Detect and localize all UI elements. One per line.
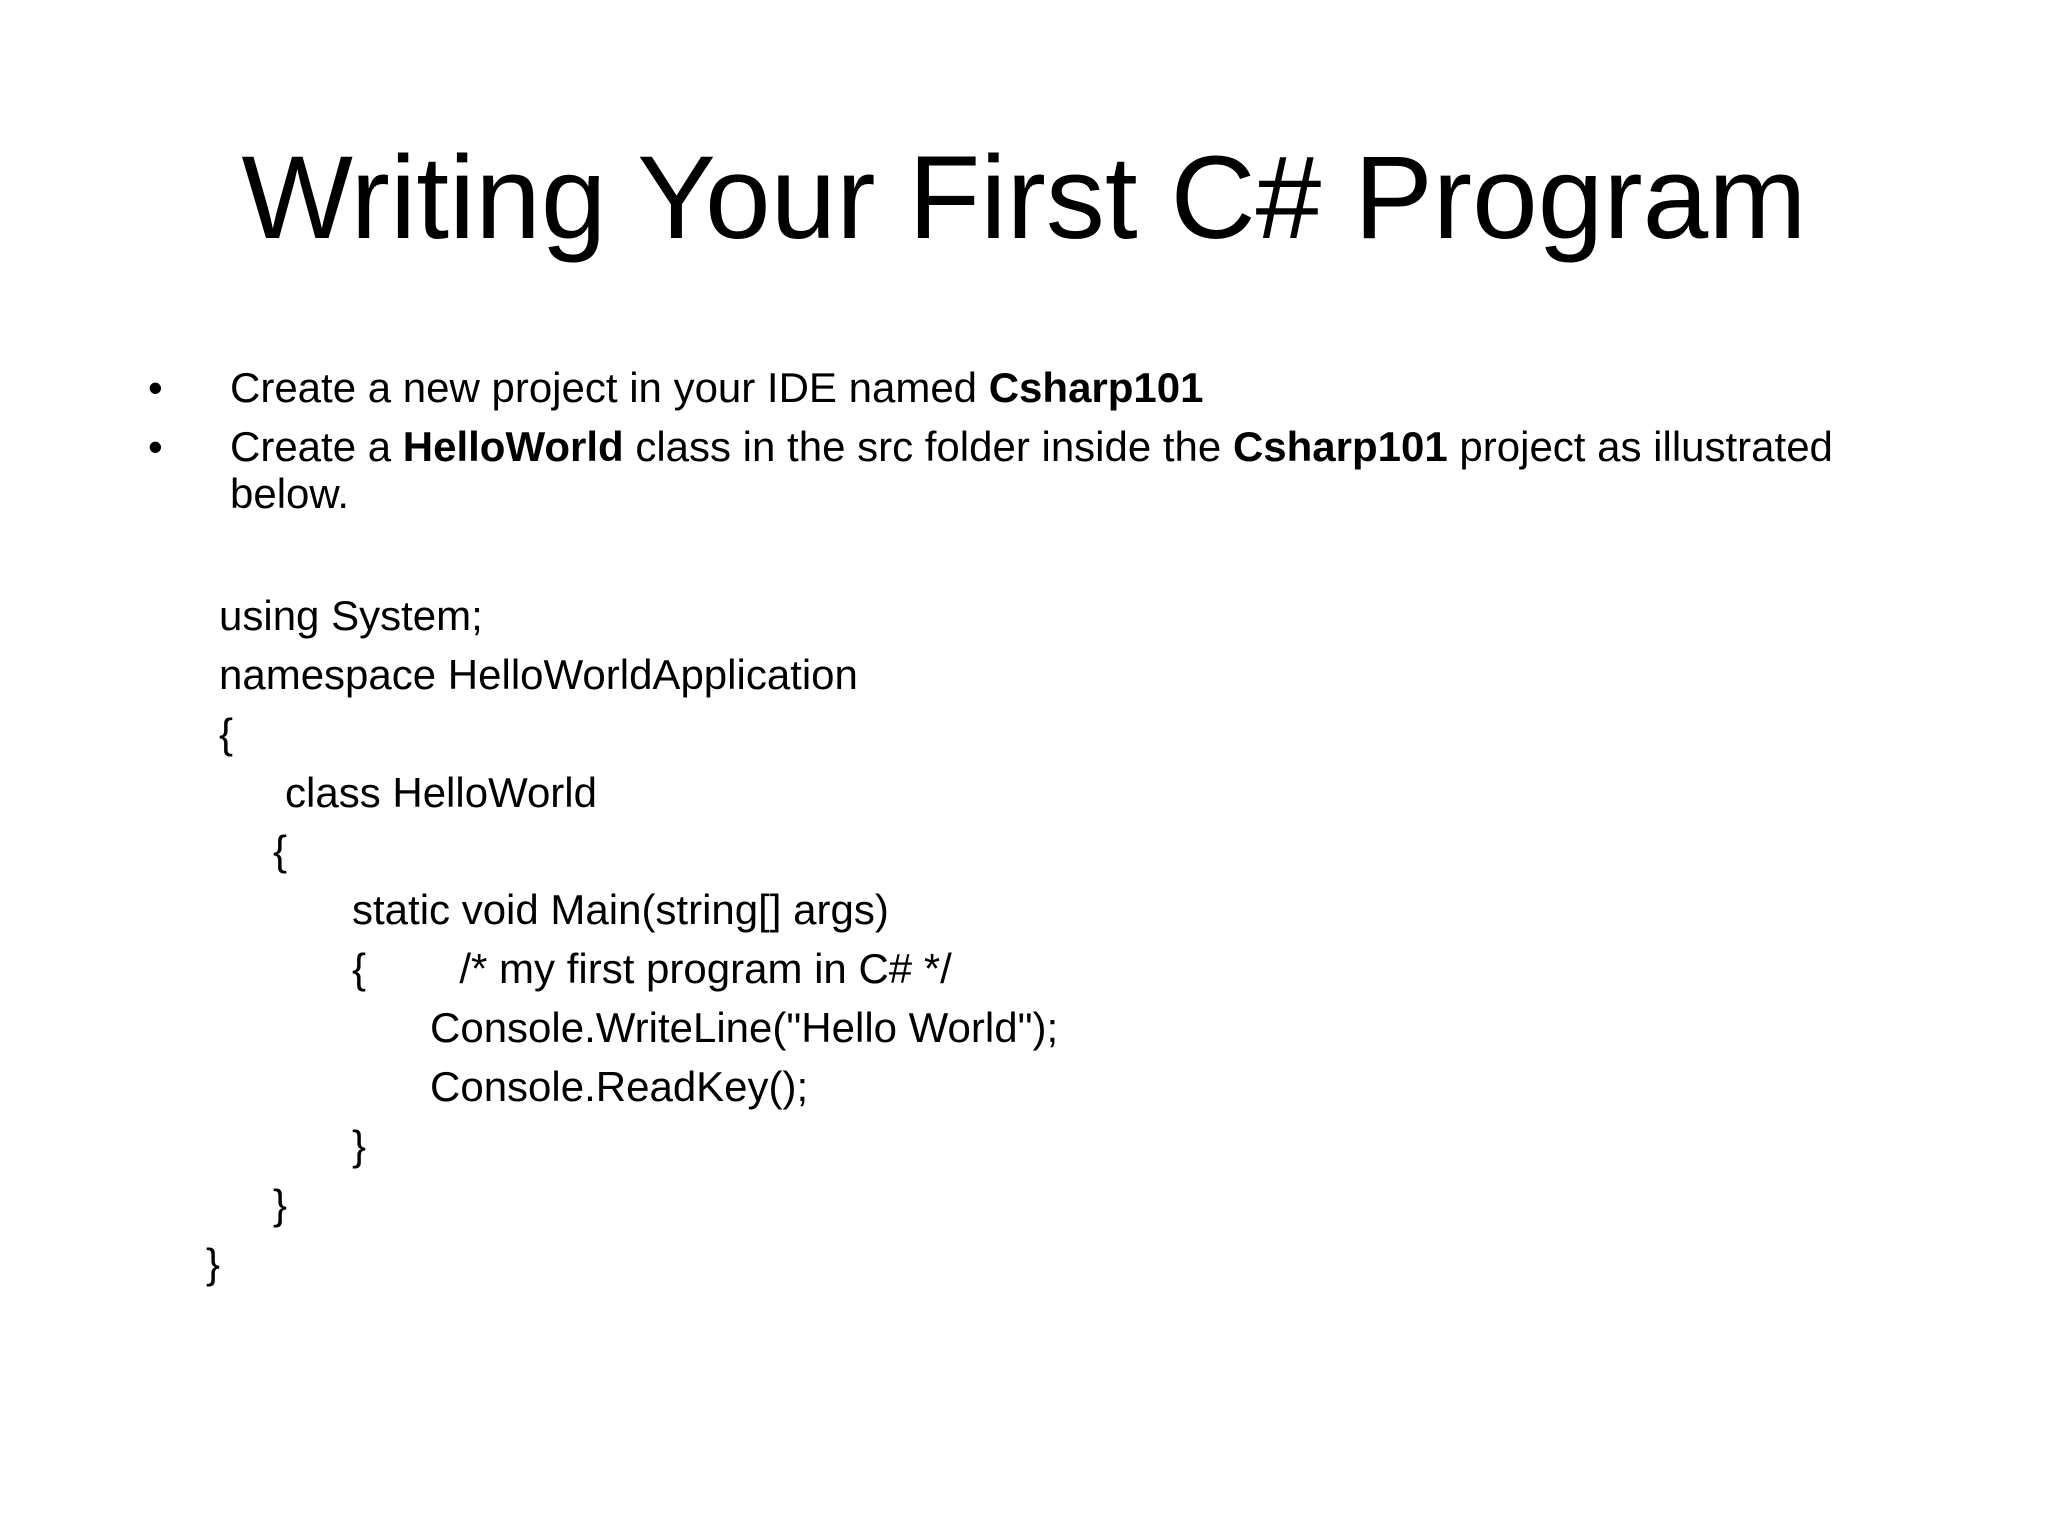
code-line: { /* my first program in C# */: [352, 945, 952, 992]
code-line: Console.ReadKey();: [430, 1063, 809, 1110]
code-line: }: [206, 1240, 221, 1287]
bullet-text-part: Create a new project in your IDE named: [230, 364, 989, 411]
code-line: {: [273, 827, 288, 874]
code-line: }: [352, 1122, 367, 1169]
code-line: }: [273, 1181, 288, 1228]
code-line: class HelloWorld: [285, 769, 597, 816]
bullet-text-part: project as illustrated below.: [230, 423, 1833, 517]
code-line: using System;: [219, 592, 483, 639]
bullet-text-part: Create a: [230, 423, 403, 470]
bullet-marker: •: [148, 423, 163, 470]
code-line: static void Main(string[] args): [352, 886, 889, 933]
bullet-text-part: class in the src folder inside the: [623, 423, 1233, 470]
bullet-text-bold: Csharp101: [1232, 423, 1448, 470]
code-line: Console.WriteLine("Hello World");: [430, 1004, 1059, 1051]
code-line: namespace HelloWorldApplication: [219, 651, 858, 698]
slide-title: Writing Your First C# Program: [241, 132, 1807, 264]
code-line: {: [219, 710, 234, 757]
bullet-marker: •: [148, 364, 163, 411]
bullet-text-bold: Csharp101: [988, 364, 1204, 411]
bullet-text-bold: HelloWorld: [402, 423, 624, 470]
